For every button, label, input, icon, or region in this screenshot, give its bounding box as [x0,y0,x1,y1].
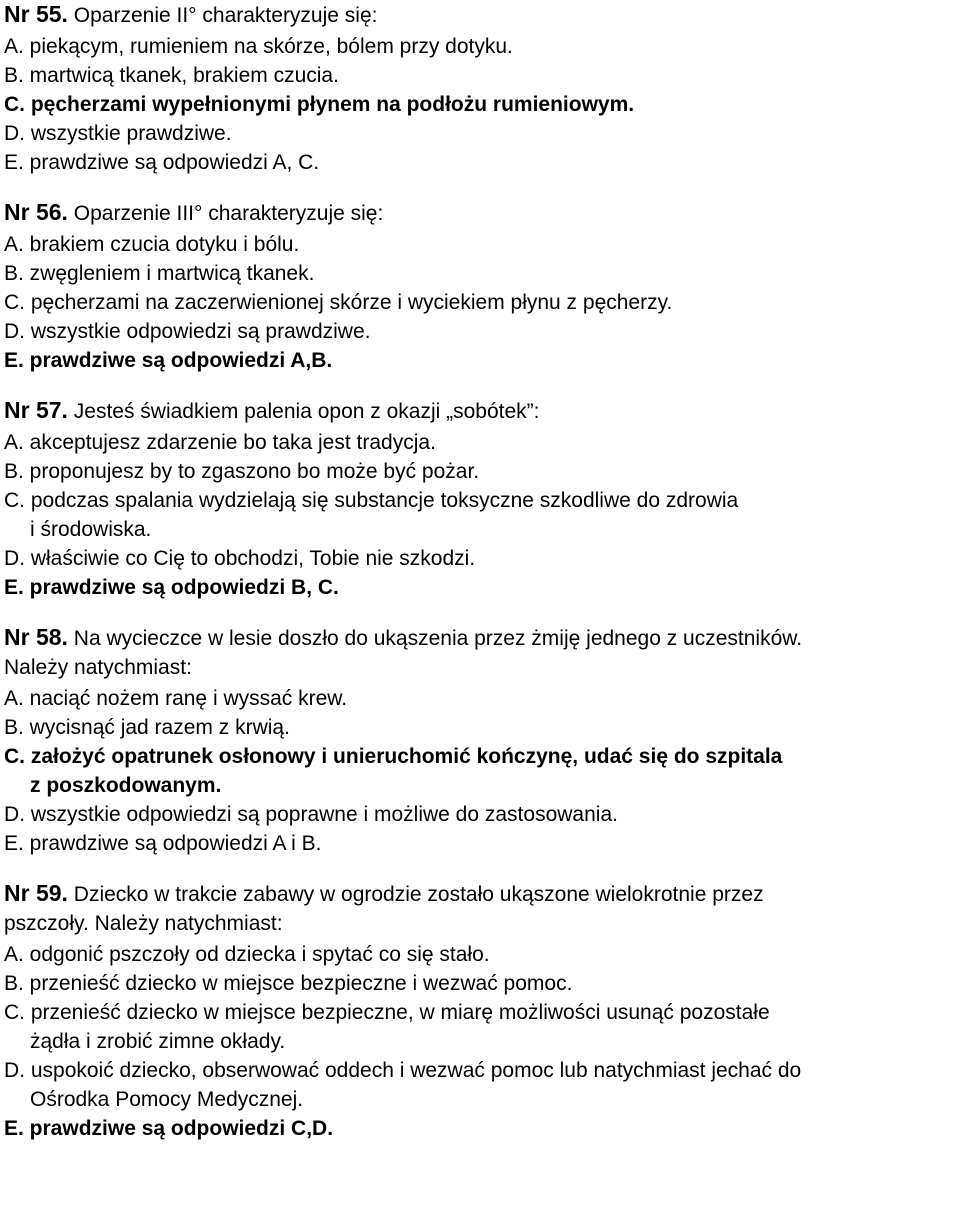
answer-option-correct [4,346,960,375]
question-number: Nr 59. [4,880,68,906]
answer-option [4,148,960,177]
question-block [4,396,960,602]
answer-letter: D. [4,122,25,145]
answer-option [4,998,960,1027]
answer-text: zwęgleniem i martwicą tkanek. [23,262,315,285]
answer-letter: C. [4,1001,25,1024]
answer-option [4,317,960,346]
answer-text: wszystkie prawdziwe. [25,122,232,145]
answer-continuation: z poszkodowanym. [30,774,222,797]
answer-letter: D. [4,547,25,570]
answer-option [4,544,960,573]
answer-letter: B. [4,972,24,995]
answer-letter: B. [4,460,24,483]
question-text: Jesteś świadkiem palenia opon z okazji „sobótek”: [67,400,540,423]
answer-text: martwicą tkanek, brakiem czucia. [23,64,339,87]
answer-letter: E. [4,1117,24,1140]
answer-text: wszystkie odpowiedzi są prawdziwe. [25,320,371,343]
answer-option [4,457,960,486]
answer-letter: E. [4,576,24,599]
answer-text: wycisnąć jad razem z krwią. [23,716,290,739]
answer-letter: D. [4,1059,25,1082]
answer-option [4,288,960,317]
question-header [4,0,960,30]
answer-continuation: Ośrodka Pomocy Medycznej. [30,1088,304,1111]
question-text: Na wycieczce w lesie doszło do ukąszenia przez żmiję jednego z uczestników. [67,627,803,650]
answer-continuation: i środowiska. [30,518,152,541]
answer-text: piekącym, rumieniem na skórze, bólem przy dotyku. [23,35,513,58]
answer-text: odgonić pszczoły od dziecka i spytać co się stało. [23,943,490,966]
answer-text: założyć opatrunek osłonowy i unieruchomić kończynę, udać się do szpitala [25,745,783,768]
answer-text: podczas spalania wydzielają się substancje toksyczne szkodliwe do zdrowia [25,489,739,512]
answer-option [4,428,960,457]
question-header [4,198,960,228]
answer-letter: B. [4,64,24,87]
answer-letter: E. [4,151,24,174]
answer-text: prawdziwe są odpowiedzi C,D. [23,1117,334,1140]
answer-option [4,1056,960,1085]
answer-letter: C. [4,93,25,116]
answer-option [4,61,960,90]
answer-letter: A. [4,233,24,256]
question-number: Nr 55. [4,1,68,27]
answer-option [4,32,960,61]
answer-option [4,800,960,829]
question-block [4,0,960,177]
answer-letter: D. [4,803,25,826]
question-text: Oparzenie III° charakteryzuje się: [67,202,384,225]
answer-option [4,259,960,288]
answer-text: prawdziwe są odpowiedzi B, C. [23,576,339,599]
answer-text: pęcherzami wypełnionymi płynem na podłożu rumieniowym. [25,93,635,116]
answer-option [4,684,960,713]
question-number: Nr 57. [4,397,68,423]
question-text-continuation: pszczoły. Należy natychmiast: [4,912,283,935]
answer-letter: B. [4,716,24,739]
answer-letter: A. [4,431,24,454]
answer-letter: D. [4,320,25,343]
answer-text: brakiem czucia dotyku i bólu. [23,233,300,256]
question-header [4,623,960,653]
question-block [4,879,960,1143]
answer-text: uspokoić dziecko, obserwować oddech i wezwać pomoc lub natychmiast jechać do [25,1059,802,1082]
answer-letter: A. [4,943,24,966]
answer-text: właściwie co Cię to obchodzi, Tobie nie szkodzi. [25,547,476,570]
answer-text: wszystkie odpowiedzi są poprawne i możliwe do zastosowania. [25,803,618,826]
answer-option-correct [4,1114,960,1143]
answer-option [4,969,960,998]
answer-option [4,713,960,742]
question-number: Nr 56. [4,199,68,225]
answer-letter: C. [4,489,25,512]
answer-option [4,119,960,148]
answer-text: pęcherzami na zaczerwienionej skórze i wyciekiem płynu z pęcherzy. [25,291,673,314]
question-text-continuation: Należy natychmiast: [4,656,192,679]
answer-option [4,940,960,969]
question-text: Dziecko w trakcie zabawy w ogrodzie zostało ukąszone wielokrotnie przez [67,883,764,906]
answer-text: przenieść dziecko w miejsce bezpieczne, w miarę możliwości usunąć pozostałe [25,1001,770,1024]
answer-option [4,829,960,858]
question-text: Oparzenie II° charakteryzuje się: [67,4,378,27]
answer-text: przenieść dziecko w miejsce bezpieczne i wezwać pomoc. [23,972,573,995]
answer-option-correct [4,90,960,119]
answer-letter: C. [4,745,25,768]
answer-text: proponujesz by to zgaszono bo może być pożar. [23,460,480,483]
answer-text: prawdziwe są odpowiedzi A,B. [23,349,333,372]
answer-letter: A. [4,687,24,710]
answer-letter: A. [4,35,24,58]
answer-option-correct [4,573,960,602]
question-header [4,396,960,426]
answer-letter: B. [4,262,24,285]
answer-text: prawdziwe są odpowiedzi A i B. [23,832,322,855]
answer-option [4,486,960,515]
question-block [4,198,960,375]
answer-option-correct [4,742,960,771]
question-number: Nr 58. [4,624,68,650]
answer-text: naciąć nożem ranę i wyssać krew. [23,687,348,710]
answer-letter: E. [4,349,24,372]
answer-continuation: żądła i zrobić zimne okłady. [30,1030,286,1053]
question-header [4,879,960,909]
answer-text: akceptujesz zdarzenie bo taka jest tradycja. [23,431,436,454]
answer-option [4,230,960,259]
question-block [4,623,960,858]
answer-letter: C. [4,291,25,314]
answer-text: prawdziwe są odpowiedzi A, C. [23,151,320,174]
answer-letter: E. [4,832,24,855]
